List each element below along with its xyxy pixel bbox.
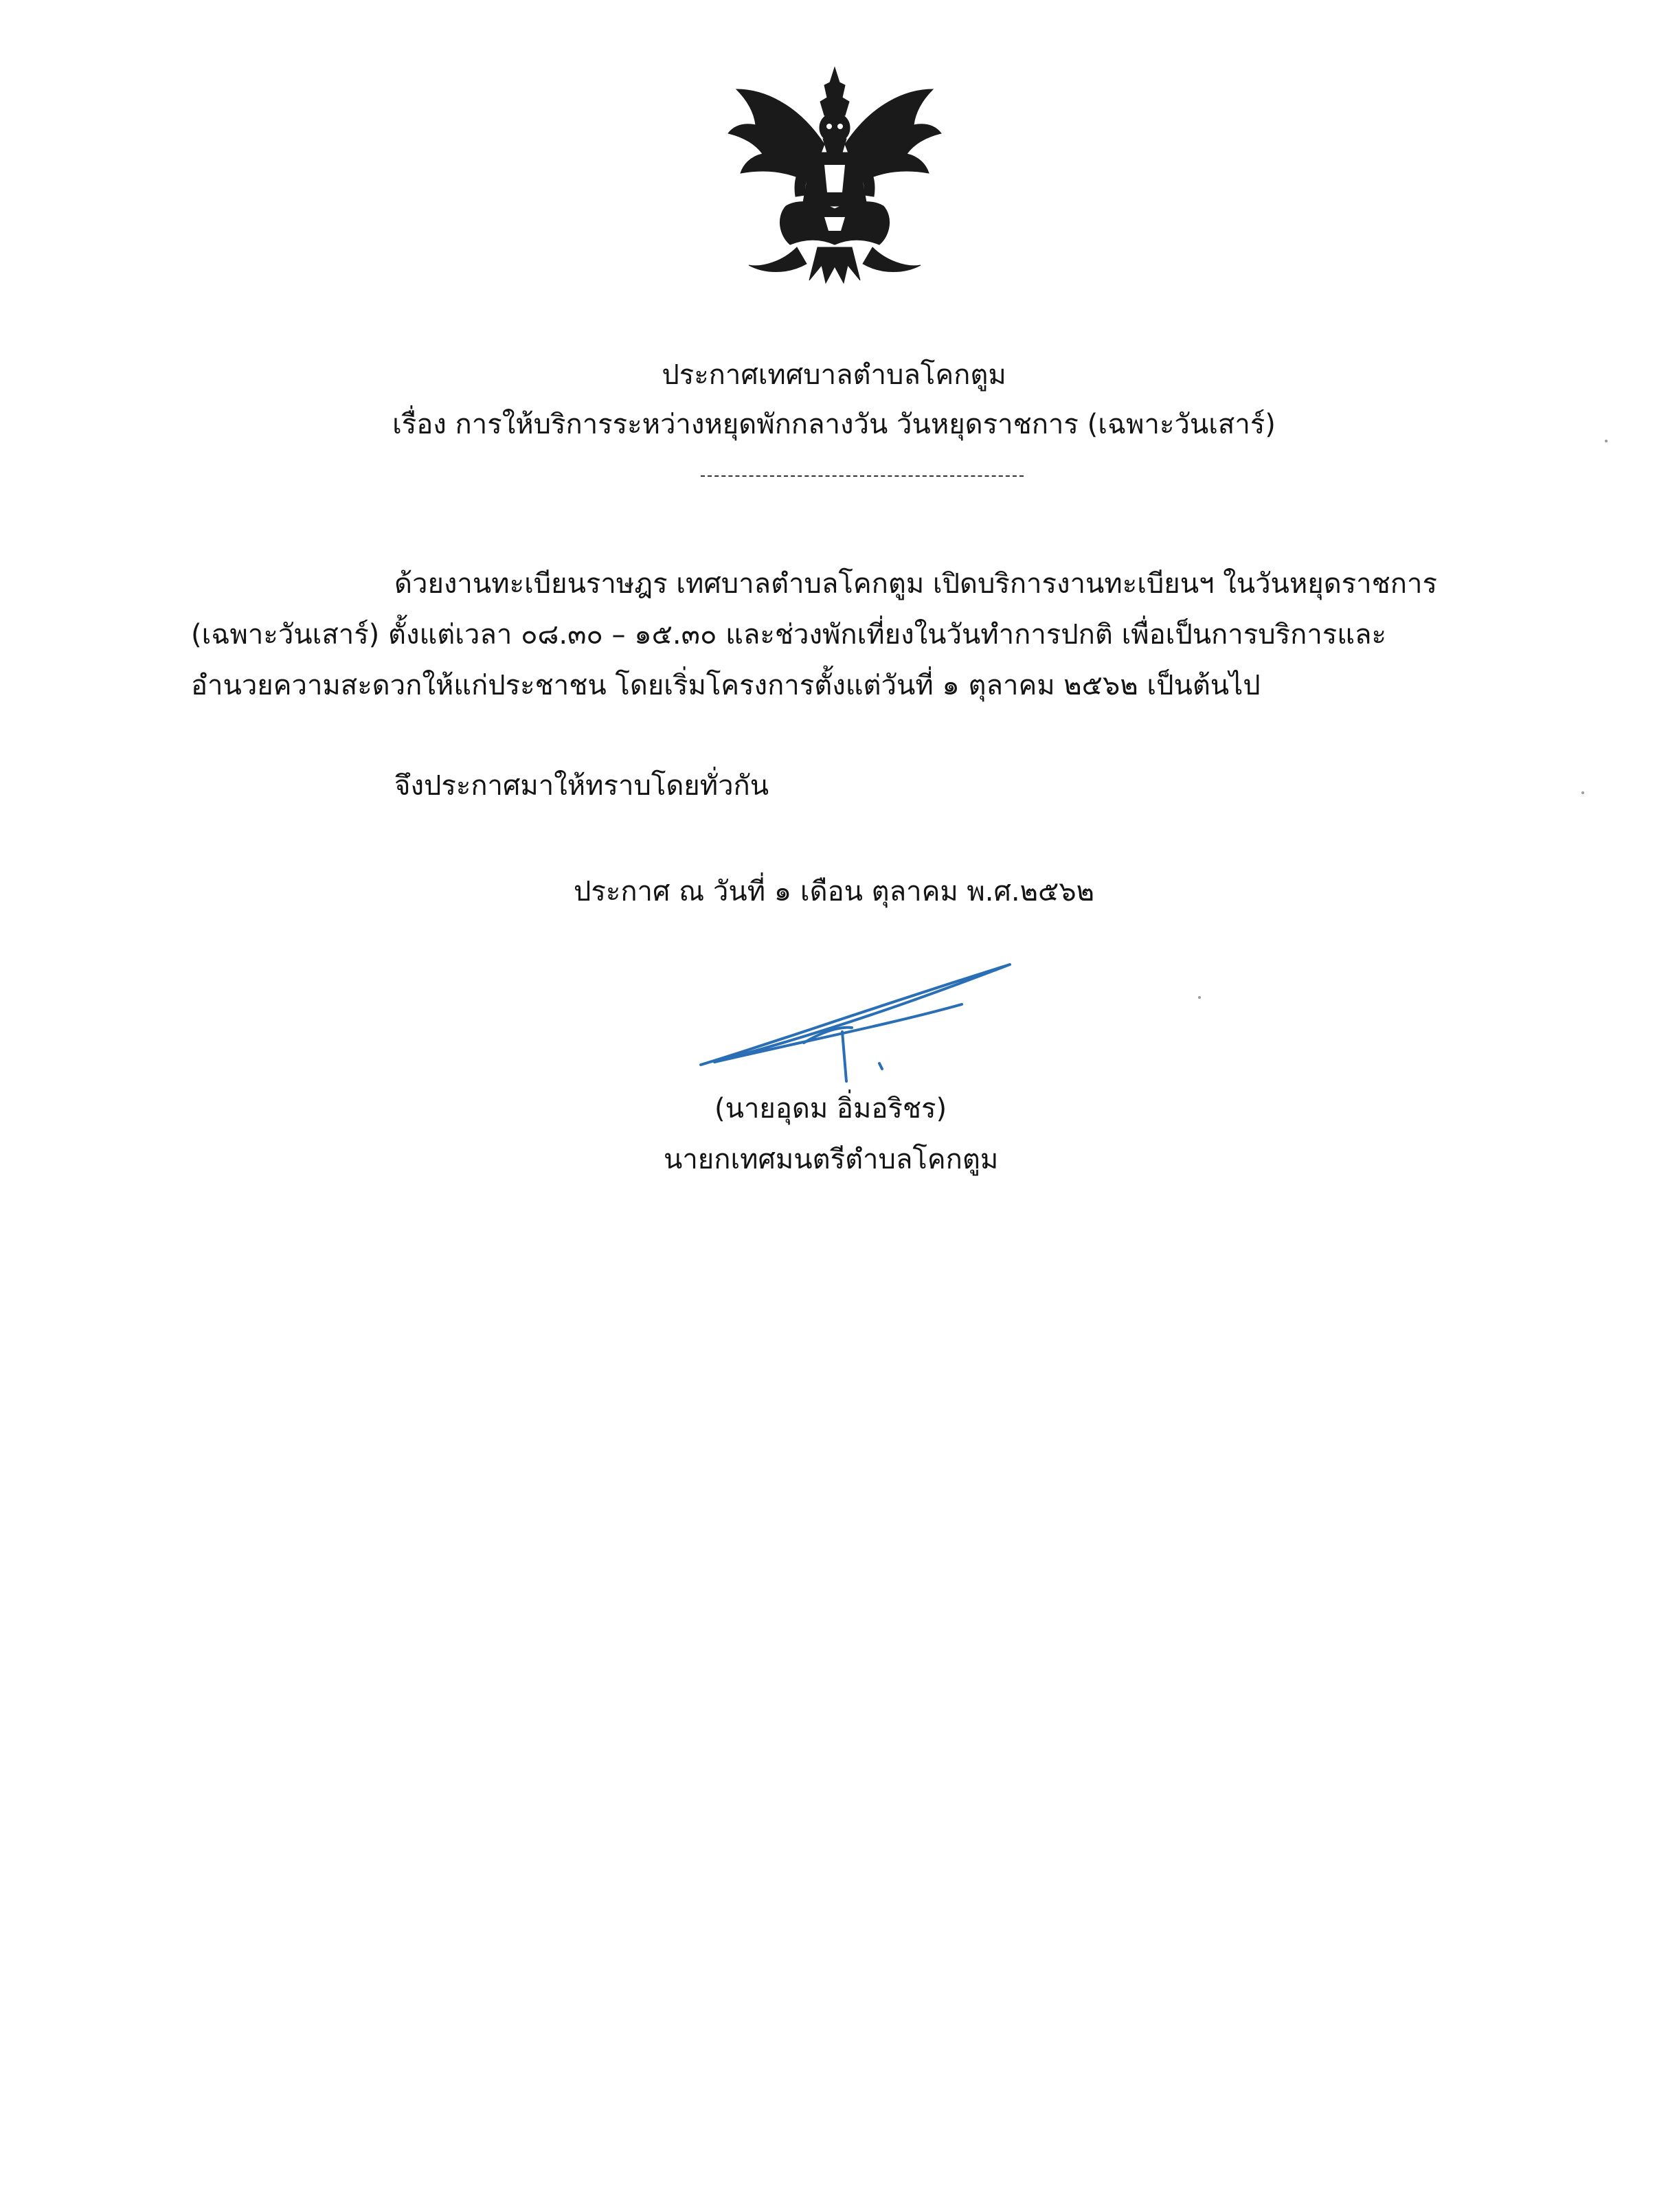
scan-speck bbox=[1198, 996, 1201, 999]
body-paragraph-line: ด้วยงานทะเบียนราษฎร เทศบาลตำบลโคกตูม เปิดบริการงานทะเบียนฯ ในวันหยุดราชการ bbox=[394, 568, 1437, 600]
scan-speck bbox=[1605, 440, 1608, 442]
signer-name: (นายอุดม อิ่มอริชร) bbox=[714, 1093, 947, 1125]
title-divider bbox=[701, 475, 1024, 477]
signer-title: นายกเทศมนตรีตำบลโคกตูม bbox=[664, 1144, 999, 1175]
handwritten-signature-icon bbox=[687, 955, 1030, 1092]
body-paragraph-line: (เฉพาะวันเสาร์) ตั้งแต่เวลา ๐๘.๓๐ – ๑๕.๓๐ และช่วงพักเที่ยงในวันทำการปกติ เพื่อเป็นการบริการและ bbox=[191, 619, 1387, 651]
announcement-subject: เรื่อง การให้บริการระหว่างหยุดพักกลางวัน วันหยุดราชการ (เฉพาะวันเสาร์) bbox=[392, 409, 1276, 440]
announcement-date: ประกาศ ณ วันที่ ๑ เดือน ตุลาคม พ.ศ.๒๕๖๒ bbox=[573, 876, 1095, 907]
garuda-emblem-icon bbox=[721, 62, 948, 295]
closing-statement: จึงประกาศมาให้ทราบโดยทั่วกัน bbox=[394, 770, 769, 802]
body-paragraph-line: อำนวยความสะดวกให้แก่ประชาชน โดยเริ่มโครงการตั้งแต่วันที่ ๑ ตุลาคม ๒๕๖๒ เป็นต้นไป bbox=[191, 670, 1261, 701]
scan-speck bbox=[1581, 791, 1584, 794]
announcement-title: ประกาศเทศบาลตำบลโคกตูม bbox=[662, 359, 1006, 391]
